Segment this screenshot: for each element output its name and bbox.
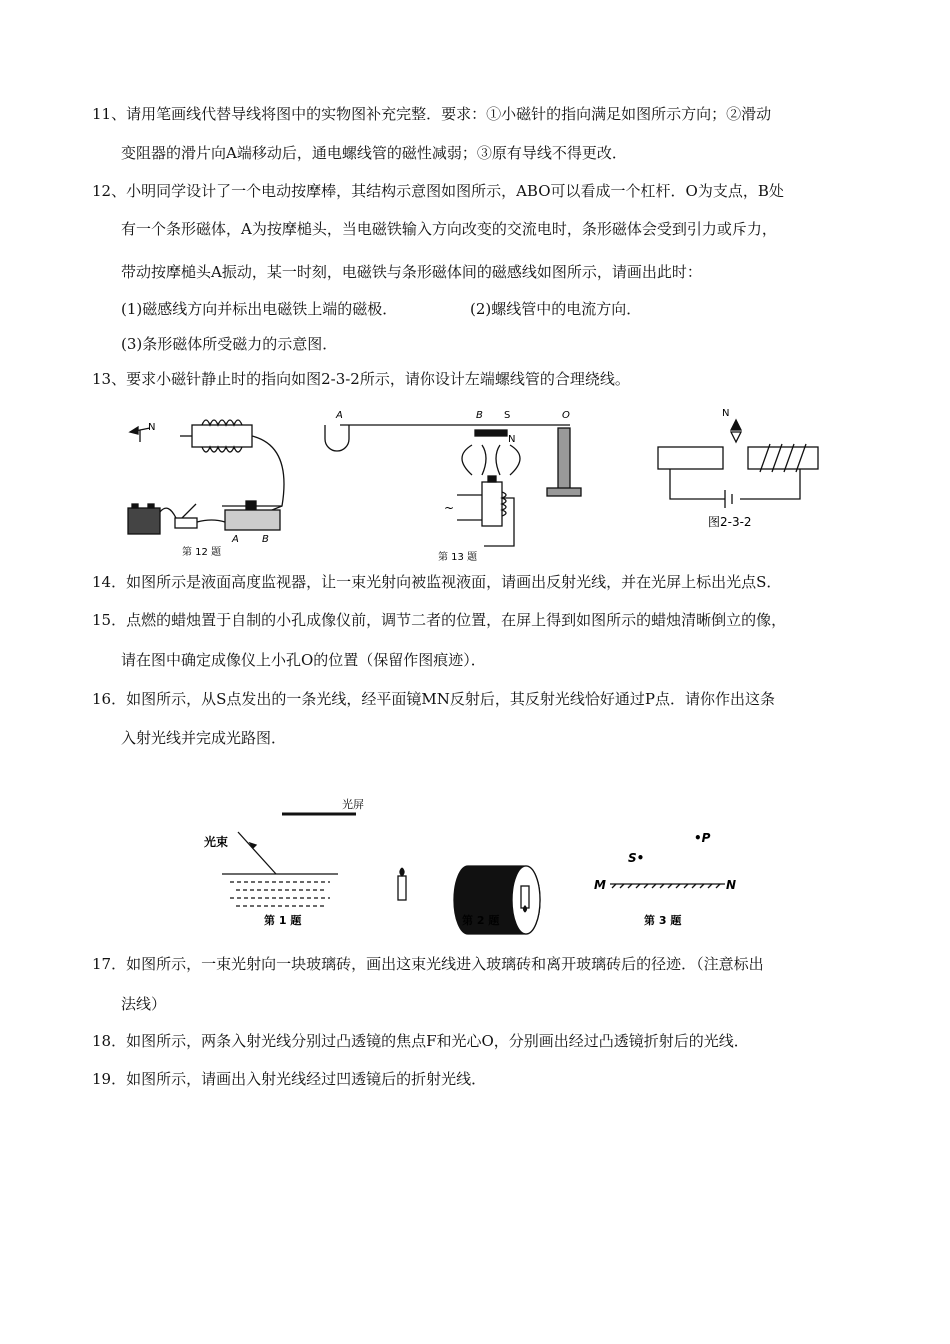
figure-1-liquid-level [222,814,356,906]
figure-row-electromagnet [110,400,830,570]
q12-item1: (1)磁感线方向并标出电磁铁上端的磁极． [121,300,398,318]
figure-q12-circuit [128,420,284,534]
fig2-caption: 第 2 题 [462,914,500,927]
fig1-screen-label: 光屏 [342,798,364,811]
figure-3-plane-mirror [610,884,725,888]
fig13-label-n: N [508,434,516,445]
q16-line1: 16．如图所示，从S点发出的一条光线，经平面镜MN反射后，其反射光线恰好通过P点．请你作出这条 [92,690,775,708]
fig3-caption: 第 3 题 [644,914,682,927]
q11-line1: 11、请用笔画线代替导线将图中的实物图补充完整．要求：①小磁针的指向满足如图所示方向；②滑动 [92,105,772,123]
fig13-label-a: A [336,410,343,421]
fig13-ac-symbol: ~ [444,501,455,515]
fig12-compass-n: N [148,422,156,433]
q16-line2: 入射光线并完成光路图． [121,729,287,747]
q12-line1: 12、小明同学设计了一个电动按摩棒，其结构示意图如图所示，ABO可以看成一个杠杆．O为支点，B处 [92,182,784,200]
q19-line1: 19．如图所示，请画出入射光线经过凹透镜后的折射光线． [92,1070,487,1088]
fig3-label-m: M [594,878,606,892]
fig13-caption: 第 13 题 [438,552,478,563]
fig232-compass-n: N [722,408,730,419]
fig232-caption: 图2-3-2 [708,515,752,529]
q13-line1: 13、要求小磁针静止时的指向如图2-3-2所示，请你设计左端螺线管的合理绕线。 [92,370,630,388]
q12-line3: 带动按摩槌头A振动，某一时刻，电磁铁与条形磁体间的磁感线如图所示，请画出此时： [121,263,702,281]
q15-line1: 15．点燃的蜡烛置于自制的小孔成像仪前，调节二者的位置，在屏上得到如图所示的蜡烛清晰倒立的像， [92,611,787,629]
q12-item3: (3)条形磁体所受磁力的示意图． [121,335,338,353]
q18-line1: 18．如图所示，两条入射光线分别过凸透镜的焦点F和光心O，分别画出经过凸透镜折射后的光线． [92,1032,749,1050]
q14-line1: 14．如图所示是液面高度监视器，让一束光射向被监视液面，请画出反射光线，并在光屏上标出光点S． [92,573,782,591]
q17-line2: 法线） [121,995,167,1013]
fig13-label-b: B [476,410,483,421]
fig1-beam-label: 光束 [204,835,229,849]
q12-line2: 有一个条形磁体，A为按摩槌头，当电磁铁输入方向改变的交流电时，条形磁体会受到引力或斥力， [121,220,777,238]
fig1-caption: 第 1 题 [264,914,302,927]
fig12-label-a: A [232,534,239,545]
figure-232-circuit [658,420,818,508]
q17-line1: 17．如图所示，一束光射向一块玻璃砖，画出这束光线进入玻璃砖和离开玻璃砖后的径迹．（注意标出 [92,955,764,973]
fig12-label-b: B [262,534,269,545]
fig12-caption: 第 12 题 [182,547,222,558]
q12-item2: (2)螺线管中的电流方向． [470,300,642,318]
q15-line2: 请在图中确定成像仪上小孔O的位置（保留作图痕迹）． [121,651,486,669]
fig13-label-s: S [504,410,511,421]
figure-row-optics [180,790,780,940]
fig3-label-n: N [726,878,737,892]
fig3-point-s: S• [628,851,645,865]
figure-q13-lever [325,425,581,546]
fig13-label-o: O [562,410,570,421]
fig3-point-p: •P [694,831,711,845]
q11-line2: 变阻器的滑片向A端移动后，通电螺线管的磁性减弱；③原有导线不得更改． [121,144,627,162]
